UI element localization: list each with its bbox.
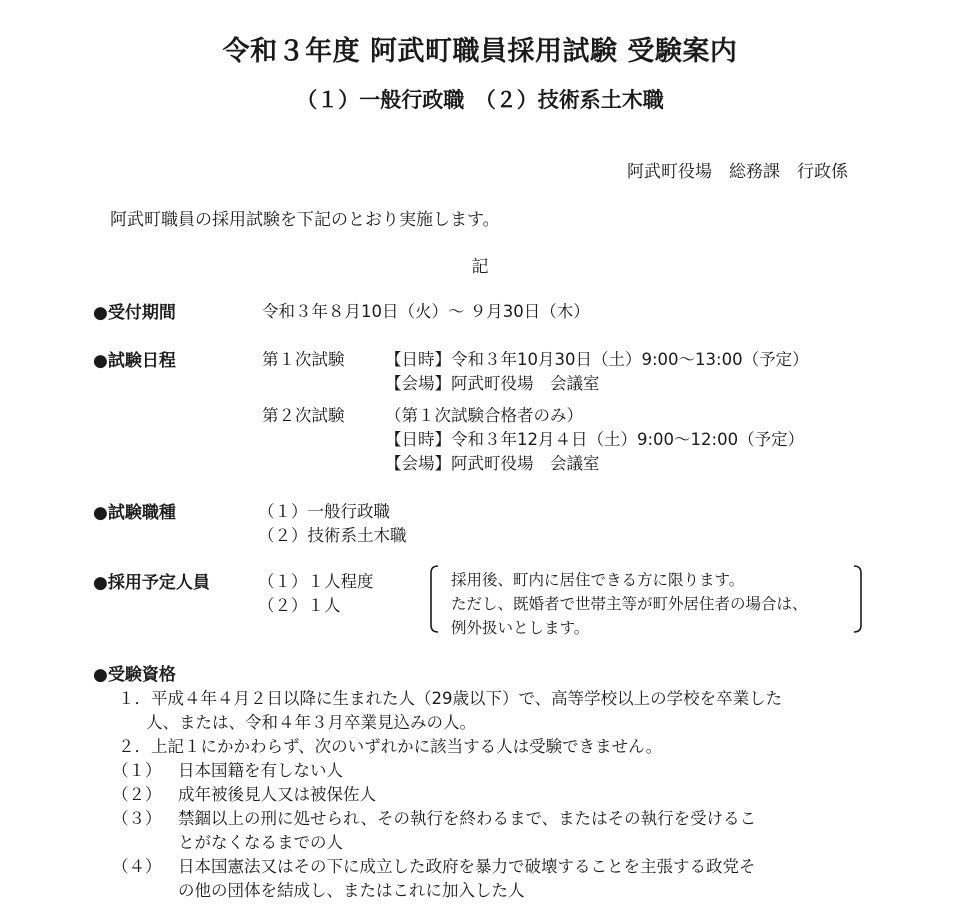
sub-item-number: （４）	[112, 857, 162, 876]
second-exam-note: （第１次試験合格者のみ）	[385, 406, 583, 425]
department-name: 阿武町役場 総務課 行政係	[627, 162, 848, 182]
sub-item-text: 禁錮以上の刑に処せられ、その執行を終わるまで、またはその執行を受けるこ	[178, 809, 757, 828]
sub-item-text: の他の団体を結成し、またはこれに加入した人	[178, 881, 525, 900]
page-subtitle: （１）一般行政職 （２）技術系土木職	[296, 88, 664, 112]
first-exam-venue: 【会場】阿武町役場 会議室	[385, 374, 600, 393]
sub-item-number: （２）	[112, 785, 162, 804]
second-exam-venue: 【会場】阿武町役場 会議室	[385, 454, 600, 473]
hiring-note-line: 例外扱いとします。	[451, 619, 590, 637]
sub-item-text: 日本国憲法又はその下に成立した政府を暴力で破壊することを主張する政党そ	[178, 857, 756, 876]
hiring-note-line: ただし、既婚者で世帯主等が町外居住者の場合は、	[451, 595, 808, 613]
page-title: 令和３年度 阿武町職員採用試験 受験案内	[222, 36, 738, 67]
sub-item-number: （１）	[112, 761, 162, 780]
hiring-label: ●採用予定人員	[93, 573, 210, 593]
schedule-label: ●試験日程	[93, 351, 176, 371]
second-exam-name: 第２次試験	[262, 406, 345, 425]
category-item: （２）技術系土木職	[258, 526, 407, 545]
category-item: （１）一般行政職	[258, 502, 390, 521]
hiring-item: （２）１人	[258, 596, 341, 615]
qualification-item-2: ２．上記１にかかわらず、次のいずれかに該当する人は受験できません。	[118, 737, 663, 756]
sub-item-text: 日本国籍を有しない人	[178, 761, 343, 780]
reception-value: 令和３年８月10日（火）～ ９月30日（木）	[262, 302, 590, 321]
sub-item-text: とがなくなるまでの人	[178, 833, 343, 852]
reception-label: ●受付期間	[93, 303, 176, 323]
qualification-item-1: １．平成４年４月２日以降に生まれた人（29歳以下）で、高等学校以上の学校を卒業した	[118, 689, 783, 708]
categories-label: ●試験職種	[93, 503, 176, 523]
sub-item-number: （３）	[112, 809, 162, 828]
first-exam-name: 第１次試験	[262, 350, 345, 369]
first-exam-datetime: 【日時】令和３年10月30日（土）9:00～13:00（予定）	[385, 350, 809, 369]
sub-item-text: 成年被後見人又は被保佐人	[178, 785, 376, 804]
hiring-item: （１）１人程度	[258, 572, 374, 591]
hiring-note-line: 採用後、町内に居住できる方に限ります。	[451, 571, 745, 589]
qualification-label: ●受験資格	[93, 665, 176, 685]
ki-heading: 記	[471, 257, 489, 277]
intro-text: 阿武町職員の採用試験を下記のとおり実施します。	[110, 210, 500, 230]
qualification-item-1-cont: 人、または、令和４年３月卒業見込みの人。	[146, 713, 476, 732]
second-exam-datetime: 【日時】令和３年12月４日（土）9:00～12:00（予定）	[385, 430, 805, 449]
